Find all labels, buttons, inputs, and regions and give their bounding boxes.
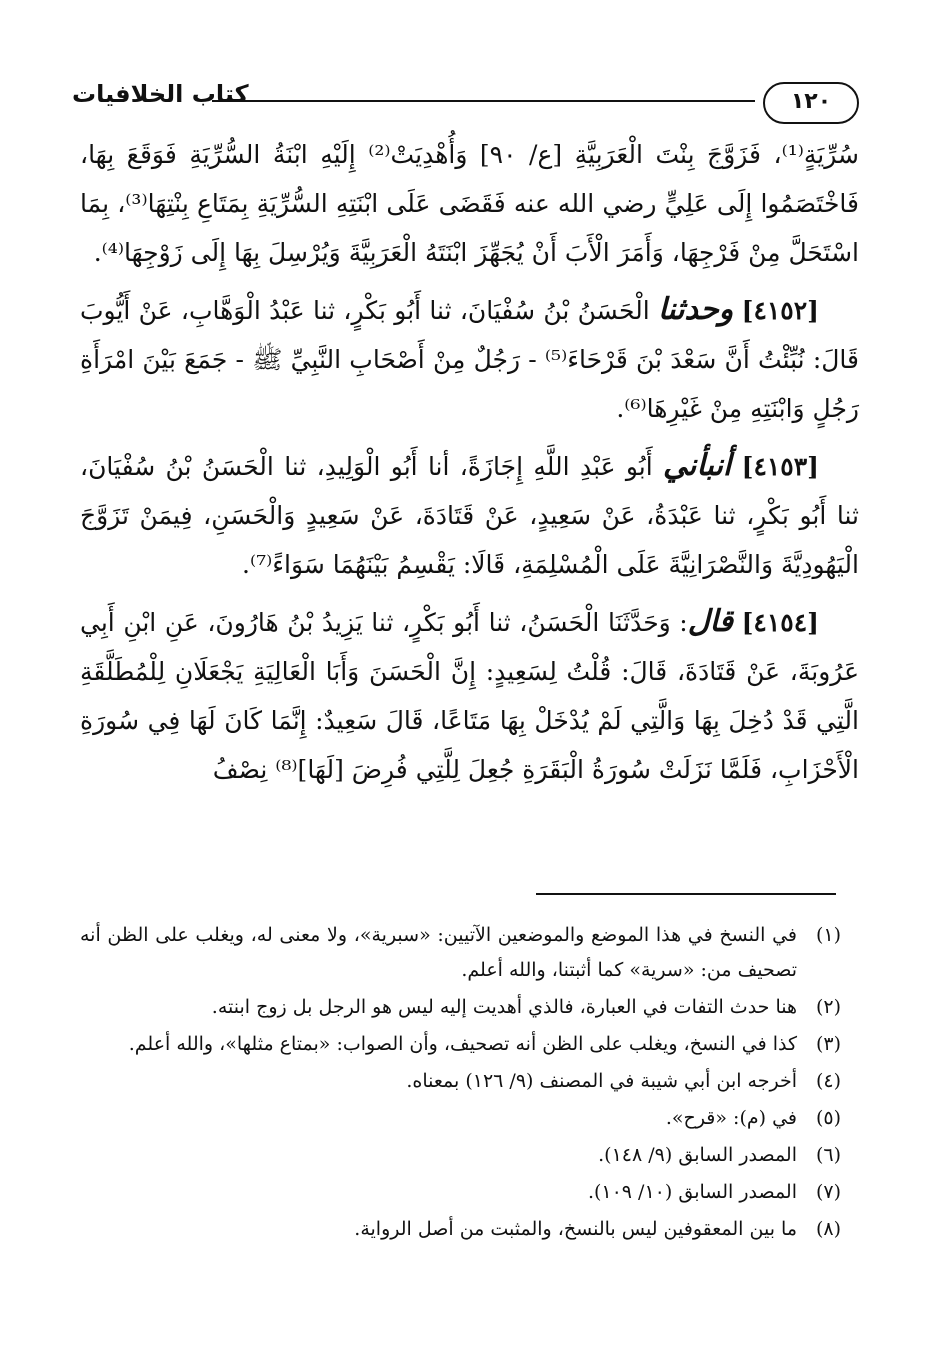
footnote-text: أخرجه ابن أبي شيبة في المصنف (٩/ ١٢٦) بمعناه. [406,1070,797,1092]
main-text [80,130,859,802]
footnote [80,1101,841,1136]
hadith-4152 [80,285,859,433]
hadith-number: [٤١٥٣] [741,452,820,481]
footnote-text: المصدر السابق (٩/ ١٤٨). [598,1144,797,1166]
footnote-number: (٧) [815,1181,841,1203]
hadith-keyword: قال [687,604,733,639]
footnote [80,918,841,988]
footnote-number: (٨) [815,1218,841,1240]
hadith-4154 [80,597,859,794]
hadith-number: [٤١٥٤] [741,608,819,637]
hadith-4153 [80,441,859,589]
footnote-number: (١) [815,924,841,946]
footnote [80,1027,841,1062]
page-header [72,80,859,124]
hadith-text: الْحَسَنُ بْنُ سُفْيَانَ، ثنا أَبُو بَكْرٍ، ثنا عَبْدُ الْوَهَّابِ، عَنْ أَيُّوبَ قَالَ: نُبِّئْتُ أَنَّ سَعْدَ بْنَ قَرْحَاءَ⁽⁵⁾ - رَجُلٌ مِنْ أَصْحَابِ النَّبِيِّ ﷺ - جَمَعَ بَيْنَ امْرَأَةِ رَجُلٍ وَابْنَتِهِ مِنْ غَيْرِهَا⁽⁶⁾. [80,296,859,423]
footnote-text: المصدر السابق (١٠/ ١٠٩). [587,1181,797,1203]
footnotes [80,918,841,1249]
page-number: ١٢٠ [763,82,859,124]
footnote-number: (٦) [815,1144,841,1166]
hadith-keyword: وحدثنا [657,292,734,327]
footnote-text: في (م): «قرح». [665,1107,797,1129]
footnote-text: هنا حدث التفات في العبارة، فالذي أهديت إليه ليس هو الرجل بل زوج ابنته. [211,996,797,1018]
paragraph-continuation [80,130,859,277]
footnote [80,1064,841,1099]
book-title: كتاب الخلافيات [72,80,249,108]
footnote-number: (٢) [815,996,841,1018]
footnote [80,1138,841,1173]
footnote [80,1212,841,1247]
footnote [80,1175,841,1210]
footnote-separator [536,893,836,895]
header-rule [212,100,755,102]
hadith-text: : وَحَدَّثَنَا الْحَسَنُ، ثنا أَبُو بَكْرٍ، ثنا يَزِيدُ بْنُ هَارُونَ، عَنِ ابْنِ أَبِي عَرُوبَةَ، عَنْ قَتَادَةَ، قَالَ: قُلْتُ لِسَعِيدٍ: إِنَّ الْحَسَنَ وَأَبَا الْعَالِيَةِ يَجْعَلَانِ لِلْمُطَلَّقَةِ الَّتِي قَدْ دُخِلَ بِهَا وَالَّتِي لَمْ يُدْخَلْ بِهَا مَتَاعًا، قَالَ سَعِيدٌ: إِنَّمَا كَانَ لَهَا فِي سُورَةِ الْأَحْزَابِ، فَلَمَّا نَزَلَتْ سُورَةُ الْبَقَرَةِ جُعِلَ لِلَّتِي فُرِضَ [لَهَا]⁽⁸⁾ نِصْفُ [80,608,859,784]
footnote-text: في النسخ في هذا الموضع والموضعين الآتيين: «سبرية»، ولا معنى له، ويغلب على الظن أنه تصحيف من: «سرية» كما أثبتنا، والله أعلم. [80,924,797,981]
hadith-text: أَبُو عَبْدِ اللَّهِ إِجَازَةً، أنا أَبُو الْوَلِيدِ، ثنا الْحَسَنُ بْنُ سُفْيَانَ، ثنا أَبُو بَكْرٍ، ثنا عَبْدَةُ، عَنْ سَعِيدٍ، عَنْ قَتَادَةَ، عَنْ سَعِيدٍ وَالْحَسَنِ، فِيمَنْ تَزَوَّجَ الْيَهُودِيَّةَ وَالنَّصْرَانِيَّةَ عَلَى الْمُسْلِمَةِ، قَالَا: يَقْسِمُ بَيْنَهُمَا سَوَاءً⁽⁷⁾. [80,452,859,579]
hadith-number: [٤١٥٢] [741,296,820,325]
footnote [80,990,841,1025]
hadith-keyword: أنبأني [663,448,732,483]
footnote-number: (٤) [815,1070,841,1092]
paragraph-text: سُرِّيَةٍ⁽¹⁾، فَزَوَّجَ بِنْتَ الْعَرَبِيَّةِ [ع/ ٩٠] وَأُهْدِيَتْ⁽²⁾ إِلَيْهِ ابْنَةُ السُّرِّيَةِ فَوَقَعَ بِهَا، فَاخْتَصَمُوا إِلَى عَلِيٍّ رضي الله عنه فَقَضَى عَلَى ابْنَتِهِ السُّرِّيَةِ بِمَتَاعِ بِنْتِهَا⁽³⁾، بِمَا اسْتَحَلَّ مِنْ فَرْجِهَا، وَأَمَرَ الْأَبَ أَنْ يُجَهِّزَ ابْنَتَهُ الْعَرَبِيَّةَ وَيُرْسِلَ بِهَا إِلَى زَوْجِهَا⁽⁴⁾. [80,140,860,267]
footnote-text: ما بين المعقوفين ليس بالنسخ، والمثبت من أصل الرواية. [354,1218,797,1240]
footnote-number: (٣) [815,1033,841,1055]
footnote-text: كذا في النسخ، ويغلب على الظن أنه تصحيف، وأن الصواب: «بمتاع مثلها»، والله أعلم. [128,1033,797,1055]
footnote-number: (٥) [815,1107,841,1129]
